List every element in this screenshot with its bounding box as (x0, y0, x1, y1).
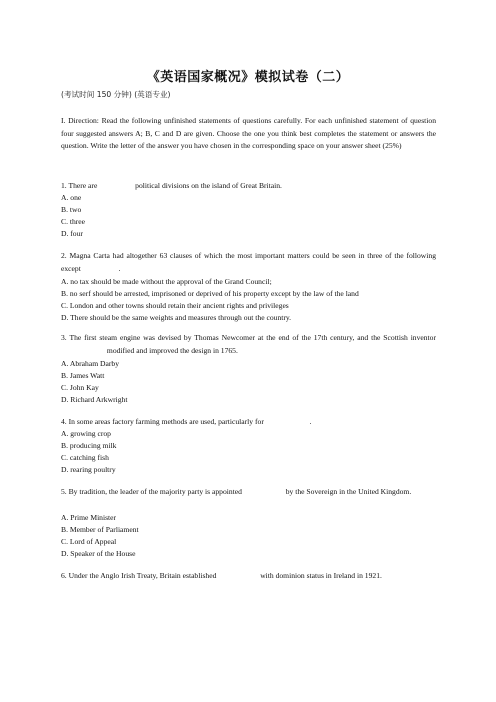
directions-paragraph: I. Direction: Read the following unfinished statements of questions carefully. For each unfinished statement of question four suggested answers A; B, C and D are given. Choose the one you think best completes the statement or answers the question. Write the letter of the answer you have chosen in the corresponding space on your answer sheet (25%) (61, 116, 436, 151)
question-1-option-a: A. one (61, 193, 82, 202)
question-1-stem (61, 180, 282, 191)
question-4-option-d: D. rearing poultry (61, 465, 116, 474)
question-2-option-d: D. There should be the same weights and measures through out the country. (61, 313, 292, 322)
question-4-option-b: B. producing milk (61, 441, 117, 450)
question-2-option-a: A. no tax should be made without the approval of the Grand Council; (61, 277, 272, 286)
question-1-stem-end: political divisions on the island of Great Britain. (135, 181, 282, 190)
question-6-stem-start: 6. Under the Anglo Irish Treaty, Britain established (61, 571, 217, 580)
question-2-option-b: B. no serf should be arrested, imprisoned or deprived of his property except by the law of the land (61, 289, 359, 298)
page-title: 《英语国家概况》模拟试卷（二） (146, 70, 350, 85)
question-5-option-d: D. Speaker of the House (61, 549, 136, 558)
question-3-stem-start: 3. The first steam engine was devised by Thomas Newcomer at the end of the 17th century, and the Scottish inventor (61, 333, 436, 342)
question-1-stem-start: 1. There are (61, 181, 98, 190)
question-5-option-a: A. Prime Minister (61, 513, 117, 522)
question-6-stem (61, 570, 436, 583)
question-2-stem-end: . (118, 263, 121, 273)
question-5-stem (61, 486, 436, 499)
question-5-option-c: C. Lord of Appeal (61, 537, 117, 546)
question-3-option-d: D. Richard Arkwright (61, 395, 128, 404)
question-2-option-c: C. London and other towns should retain their ancient rights and privileges (61, 301, 289, 310)
question-4-stem (61, 416, 312, 427)
question-3-option-a: A. Abraham Darby (61, 359, 119, 368)
question-4-option-c: C. catching fish (61, 453, 109, 462)
question-1-option-d: D. four (61, 229, 83, 238)
question-5-stem-start: 5. By tradition, the leader of the majority party is appointed (61, 487, 242, 496)
question-3-stem-end: modified and improved the design in 1765. (106, 345, 238, 355)
question-1-option-c: C. three (61, 217, 86, 226)
question-3-option-b: B. James Watt (61, 371, 105, 380)
question-4-stem-start: 4. In some areas factory farming methods are used, particularly for (61, 417, 264, 426)
exam-subtitle: (考试时间 150 分钟) (英语专业) (61, 90, 171, 99)
question-5-option-b: B. Member of Parliament (61, 525, 139, 534)
question-3-option-c: C. John Kay (61, 383, 99, 392)
question-4-option-a: A. growing crop (61, 429, 111, 438)
question-2-stem (61, 250, 436, 275)
question-1-option-b: B. two (61, 205, 82, 214)
question-4-stem-end: . (309, 417, 312, 426)
question-2-stem-start: 2. Magna Carta had altogether 63 clauses of which the most important matters could be seen in three of the following except (61, 251, 436, 273)
question-6-stem-end: with dominion status in Ireland in 1921. (260, 571, 382, 580)
question-5-stem-end: by the Sovereign in the United Kingdom. (285, 487, 412, 496)
question-3-stem (61, 332, 436, 357)
